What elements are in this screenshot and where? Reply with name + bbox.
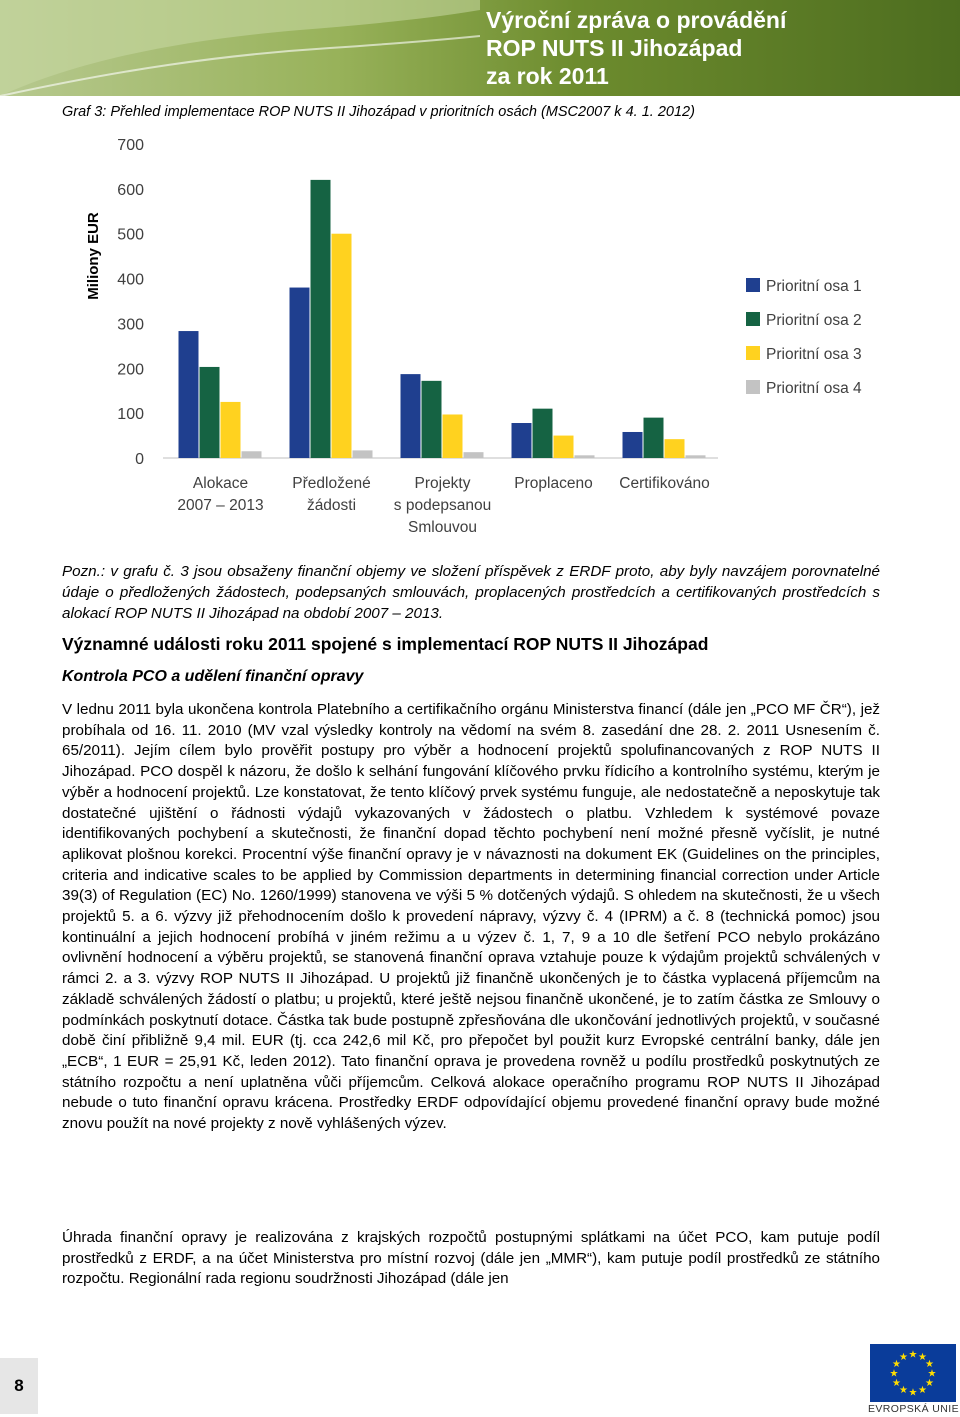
- graph-caption: Graf 3: Přehled implementace ROP NUTS II Jihozápad v prioritních osách (MSC2007 k 4. 1. 2012): [62, 104, 695, 120]
- x-category-label: Certifikováno: [619, 475, 710, 492]
- y-tick-label: 400: [117, 271, 144, 289]
- legend-swatch-2: [746, 312, 760, 326]
- x-category-label: Smlouvou: [408, 519, 477, 536]
- subheading: Kontrola PCO a udělení finanční opravy: [62, 668, 364, 685]
- eu-star-icon: ★: [892, 1359, 902, 1370]
- x-category-label: 2007 – 2013: [177, 497, 264, 514]
- legend-label-4: Prioritní osa 4: [766, 380, 862, 397]
- bar-2-series-3: [332, 234, 352, 458]
- bar-4-series-1: [512, 423, 532, 458]
- bar-1-series-1: [179, 331, 199, 458]
- eu-star-icon: ★: [889, 1368, 899, 1380]
- eu-star-icon: ★: [908, 1387, 918, 1399]
- bar-4-series-2: [533, 409, 553, 458]
- bar-5-series-3: [665, 439, 685, 458]
- x-category-label: Projekty: [414, 475, 471, 492]
- chart-note: Pozn.: v grafu č. 3 jsou obsaženy finanční objemy ve složení příspěvek z ERDF proto, aby byly navzájem porovnatelné údaje o předložených žádostech, podepsaných smlouvách, proplacených prostředcích a certifikovaných prostředcích s alokací ROP NUTS II Jihozápad na období 2007 – 2013.: [62, 563, 880, 622]
- bar-5-series-4: [686, 455, 706, 458]
- eu-stars-icon: [870, 1344, 956, 1402]
- y-tick-label: 500: [117, 226, 144, 244]
- banner-decorative-curve: [0, 0, 480, 96]
- x-category-label: žádosti: [306, 497, 357, 514]
- x-category-label: Proplaceno: [514, 475, 593, 492]
- page-number: 8: [0, 1358, 38, 1414]
- legend-swatch-1: [746, 278, 760, 292]
- bar-4-series-4: [575, 455, 595, 458]
- bar-1-series-2: [200, 367, 220, 458]
- bar-5-series-1: [623, 432, 643, 458]
- bar-3-series-1: [401, 374, 421, 458]
- x-category-label: Předložené: [292, 475, 371, 492]
- eu-logo: [868, 1344, 959, 1416]
- bar-2-series-2: [311, 180, 331, 458]
- y-tick-label: 0: [135, 451, 144, 468]
- bar-1-series-3: [221, 402, 241, 458]
- eu-flag-icon: [870, 1344, 956, 1402]
- y-tick-label: 200: [117, 361, 144, 379]
- bar-1-series-4: [242, 451, 262, 458]
- bar-3-series-2: [422, 381, 442, 458]
- report-title: [486, 6, 956, 90]
- eu-star-icon: ★: [927, 1368, 937, 1380]
- section-heading: Významné události roku 2011 spojené s implementací ROP NUTS II Jihozápad: [62, 634, 709, 654]
- report-title-line-1: Výroční zpráva o provádění: [486, 7, 787, 33]
- eu-label: EVROPSKÁ UNIE: [868, 1403, 959, 1415]
- legend-label-3: Prioritní osa 3: [766, 346, 862, 363]
- eu-star-icon: ★: [892, 1378, 902, 1389]
- y-tick-label: 600: [117, 181, 144, 199]
- header-banner: [0, 0, 960, 96]
- legend-swatch-4: [746, 380, 760, 394]
- legend-label-1: Prioritní osa 1: [766, 278, 862, 295]
- y-axis-label: Miliony EUR: [85, 212, 102, 300]
- x-category-label: s podepsanou: [393, 497, 492, 514]
- bar-3-series-3: [443, 414, 463, 458]
- eu-star-icon: ★: [924, 1378, 934, 1389]
- bar-chart: [78, 128, 898, 548]
- eu-star-icon: ★: [908, 1349, 918, 1361]
- eu-star-icon: ★: [918, 1384, 927, 1396]
- report-title-line-3: za rok 2011: [486, 63, 609, 89]
- bar-4-series-3: [554, 436, 574, 458]
- x-category-label: Alokace: [192, 475, 249, 492]
- bar-5-series-2: [644, 418, 664, 458]
- report-title-line-2: ROP NUTS II Jihozápad: [486, 35, 743, 61]
- bar-2-series-4: [353, 450, 373, 458]
- eu-star-icon: ★: [918, 1352, 927, 1364]
- legend-swatch-3: [746, 346, 760, 360]
- legend-label-2: Prioritní osa 2: [766, 312, 862, 329]
- eu-star-icon: ★: [899, 1384, 908, 1396]
- y-tick-label: 100: [117, 406, 144, 424]
- bar-2-series-1: [290, 288, 310, 458]
- eu-star-icon: ★: [899, 1352, 908, 1364]
- eu-star-icon: ★: [924, 1359, 934, 1370]
- y-tick-label: 300: [117, 316, 144, 334]
- bar-3-series-4: [464, 452, 484, 458]
- paragraph-1: V lednu 2011 byla ukončena kontrola Platebního a certifikačního orgánu Ministerstva financí (dále jen „PCO MF ČR“), jež probíhala od 16. 11. 2010 (MV vzal výsledky kontroly na vědomí na svém 8. zasedání dne 28. 2. 2011 Usnesením č. 65/2011). Jejím cílem bylo prověřit postupy pro výběr a hodnocení projektů spolufinancovaných z ROP NUTS II Jihozápad. PCO dospěl k názoru, že došlo k selhání fungování klíčového prvku řídicího a kontrolního systému, kterým je výběr a hodnocení projektů. Lze konstatovat, že tento klíčový prvek systému funguje, ale nedostatečně a neposkytuje tak dostatečné ujištění o řádnosti výdajů vykazovaných v žádostech o platbu. Vzhledem k systémové povaze identifikovaných pochybení a skutečnosti, že finanční dopad těchto pochybení není možné přesně vyčíslit, je nutné aplikovat plošnou korekci. Procentní výše finanční opravy je v návaznosti na dokument EK (Guidelines on the principles, criteria and indicative scales to be applied by Commission departments in determining financial correction under Article 39(3) of Regulation (EC) No. 1260/1999) stanovena ve výši 5 % dotčených výdajů. S ohledem na skutečnosti, že u všech projektů 5. a 6. výzvy již přehodnocením došlo k provedení nápravy, výzvy č. 4 (IPRM) a č. 8 (technická pomoc) jsou kontinuální a jejich hodnocení probíhá v jiném režimu a u výzev č. 1, 7, 9 a 10 dle šetření PCO nebylo prokázáno ovlivnění hodnocení a výběru projektů, se stanovená finanční oprava vztahuje pouze k výdajům projektů schválených v rámci 2. a 3. výzvy ROP NUTS II Jihozápad. U projektů již finančně ukončených je to částka vyplacená příjemcům na základě schválených žádostí o platbu; u projektů, které ještě nejsou finančně ukončené, je to zatím částka ze Smlouvy o podmínkách poskytnutí dotace. Částka tak bude postupně zpřesňována dle ukončování jednotlivých projektů, v současné době činí přibližně 9,4 mil. EUR (tj. cca 242,6 mil Kč, pro přepočet byl použit kurz Evropské centrální banky, dále jen „ECB“, 1 EUR = 25,91 Kč, leden 2012). Tato finanční oprava je provedena rovněž u podílu prostředků poskytnutých ze státního rozpočtu a není uplatněna vůči příjemcům. Celková alokace operačního programu ROP NUTS II Jihozápad nebude o tuto finanční opravu krácena. Prostředky ERDF odpovídající objemu provedené finanční opravy bude možné znovu použít na nové projekty z nově vyhlášených výzev.: [62, 701, 880, 1133]
- y-tick-label: 700: [117, 137, 144, 154]
- paragraph-2: Úhrada finanční opravy je realizována z krajských rozpočtů postupnými splátkami na účet PCO, kam putuje podíl prostředků z ERDF, a na účet Ministerstva pro místní rozvoj (dále jen „MMR“), kam putuje podíl prostředků ze státního rozpočtu. Regionální rada regionu soudržnosti Jihozápad (dále jen: [62, 1229, 880, 1288]
